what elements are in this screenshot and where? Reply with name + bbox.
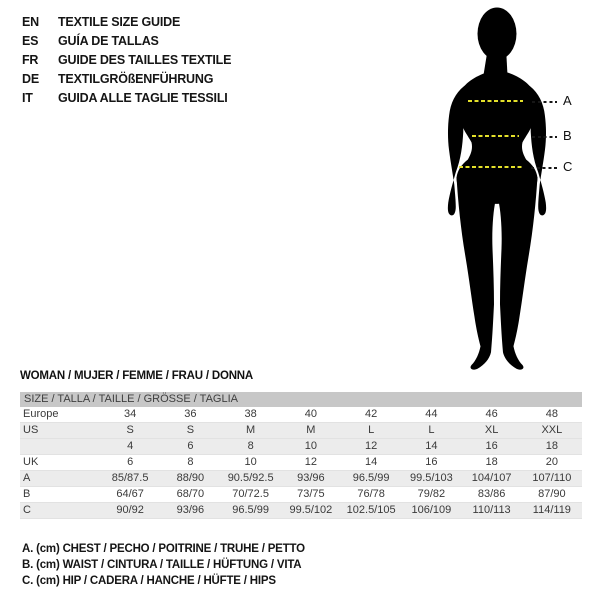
cell: 4 xyxy=(100,439,160,455)
cell: 107/110 xyxy=(522,471,582,487)
cell: L xyxy=(341,423,401,439)
cell: S xyxy=(160,423,220,439)
language-row-it xyxy=(22,88,231,107)
cell: 6 xyxy=(100,455,160,471)
hip-pointer-line xyxy=(531,167,557,169)
cell: 18 xyxy=(462,455,522,471)
cell: 96.5/99 xyxy=(221,503,281,519)
cell: 16 xyxy=(462,439,522,455)
cell: 73/75 xyxy=(281,487,341,503)
waist-marker-label: B xyxy=(563,128,572,143)
row-label: US xyxy=(20,423,100,439)
chest-marker-label: A xyxy=(563,93,572,108)
cell: 114/119 xyxy=(522,503,582,519)
cell: 64/67 xyxy=(100,487,160,503)
cell: 90/92 xyxy=(100,503,160,519)
cell: 99.5/102 xyxy=(281,503,341,519)
cell: 48 xyxy=(522,407,582,423)
chest-measure-line xyxy=(468,100,523,102)
woman-silhouette-figure xyxy=(428,6,548,371)
cell: 38 xyxy=(221,407,281,423)
cell: S xyxy=(100,423,160,439)
legend-chest: A. (cm) CHEST / PECHO / POITRINE / TRUHE / PETTO xyxy=(22,543,305,555)
cell: XL xyxy=(462,423,522,439)
cell: 42 xyxy=(341,407,401,423)
cell: 12 xyxy=(341,439,401,455)
cell: 96.5/99 xyxy=(341,471,401,487)
size-table-header xyxy=(20,392,582,407)
table-row-uk xyxy=(20,455,582,471)
table-row-europe xyxy=(20,407,582,423)
cell: 16 xyxy=(401,455,461,471)
language-row-en xyxy=(22,12,231,31)
cell: 90.5/92.5 xyxy=(221,471,281,487)
cell: 18 xyxy=(522,439,582,455)
waist-measure-line xyxy=(472,135,519,137)
table-row-us-letter xyxy=(20,423,582,439)
language-title: GUIDA ALLE TAGLIE TESSILI xyxy=(58,90,228,105)
cell: 34 xyxy=(100,407,160,423)
cell: 93/96 xyxy=(281,471,341,487)
table-row-waist xyxy=(20,487,582,503)
table-row-chest xyxy=(20,471,582,487)
language-title: GUÍA DE TALLAS xyxy=(58,33,159,48)
cell: 14 xyxy=(341,455,401,471)
language-code: FR xyxy=(22,52,39,67)
hip-measure-line xyxy=(459,166,524,168)
cell: 70/72.5 xyxy=(221,487,281,503)
waist-pointer-line xyxy=(532,136,557,138)
cell: 10 xyxy=(281,439,341,455)
cell: 46 xyxy=(462,407,522,423)
cell: 85/87.5 xyxy=(100,471,160,487)
cell: 99.5/103 xyxy=(401,471,461,487)
chest-pointer-line xyxy=(532,101,557,103)
row-label: Europe xyxy=(20,407,100,423)
table-row-us-number xyxy=(20,439,582,455)
language-row-fr xyxy=(22,50,231,69)
cell: L xyxy=(401,423,461,439)
language-code: IT xyxy=(22,90,33,105)
cell: 83/86 xyxy=(462,487,522,503)
row-label: C xyxy=(20,503,100,519)
cell: 88/90 xyxy=(160,471,220,487)
cell: 106/109 xyxy=(401,503,461,519)
row-label: B xyxy=(20,487,100,503)
row-label: A xyxy=(20,471,100,487)
cell: 110/113 xyxy=(462,503,522,519)
cell: 8 xyxy=(221,439,281,455)
cell: 14 xyxy=(401,439,461,455)
language-title: TEXTILE SIZE GUIDE xyxy=(58,14,181,29)
cell: M xyxy=(281,423,341,439)
legend-waist: B. (cm) WAIST / CINTURA / TAILLE / HÜFTUNG / VITA xyxy=(22,559,302,571)
cell: M xyxy=(221,423,281,439)
cell: 40 xyxy=(281,407,341,423)
cell: XXL xyxy=(522,423,582,439)
language-row-es xyxy=(22,31,231,50)
language-title-list xyxy=(22,12,231,107)
cell: 10 xyxy=(221,455,281,471)
cell: 8 xyxy=(160,455,220,471)
cell: 79/82 xyxy=(401,487,461,503)
language-row-de xyxy=(22,69,231,88)
cell: 12 xyxy=(281,455,341,471)
language-code: ES xyxy=(22,33,39,48)
cell: 68/70 xyxy=(160,487,220,503)
language-code: DE xyxy=(22,71,39,86)
language-title: GUIDE DES TAILLES TEXTILE xyxy=(58,52,232,67)
cell: 104/107 xyxy=(462,471,522,487)
measurement-legend xyxy=(22,541,305,589)
size-table-section xyxy=(20,370,582,516)
language-code: EN xyxy=(22,14,39,29)
row-label xyxy=(20,439,100,455)
hip-marker-label: C xyxy=(563,159,573,174)
size-table-header-label: SIZE / TALLA / TAILLE / GRÖSSE / TAGLIA xyxy=(20,392,582,407)
language-title: TEXTILGRÖßENFÜHRUNG xyxy=(58,71,214,86)
cell: 36 xyxy=(160,407,220,423)
size-table xyxy=(20,392,582,519)
cell: 102.5/105 xyxy=(341,503,401,519)
cell: 87/90 xyxy=(522,487,582,503)
row-label: UK xyxy=(20,455,100,471)
cell: 76/78 xyxy=(341,487,401,503)
cell: 93/96 xyxy=(160,503,220,519)
cell: 6 xyxy=(160,439,220,455)
silhouette-right-leg xyxy=(497,177,537,370)
gender-heading: WOMAN / MUJER / FEMME / FRAU / DONNA xyxy=(20,370,254,382)
cell: 44 xyxy=(401,407,461,423)
silhouette-left-leg xyxy=(457,177,497,370)
cell: 20 xyxy=(522,455,582,471)
legend-hip: C. (cm) HIP / CADERA / HANCHE / HÜFTE / HIPS xyxy=(22,575,276,587)
table-row-hip xyxy=(20,503,582,519)
